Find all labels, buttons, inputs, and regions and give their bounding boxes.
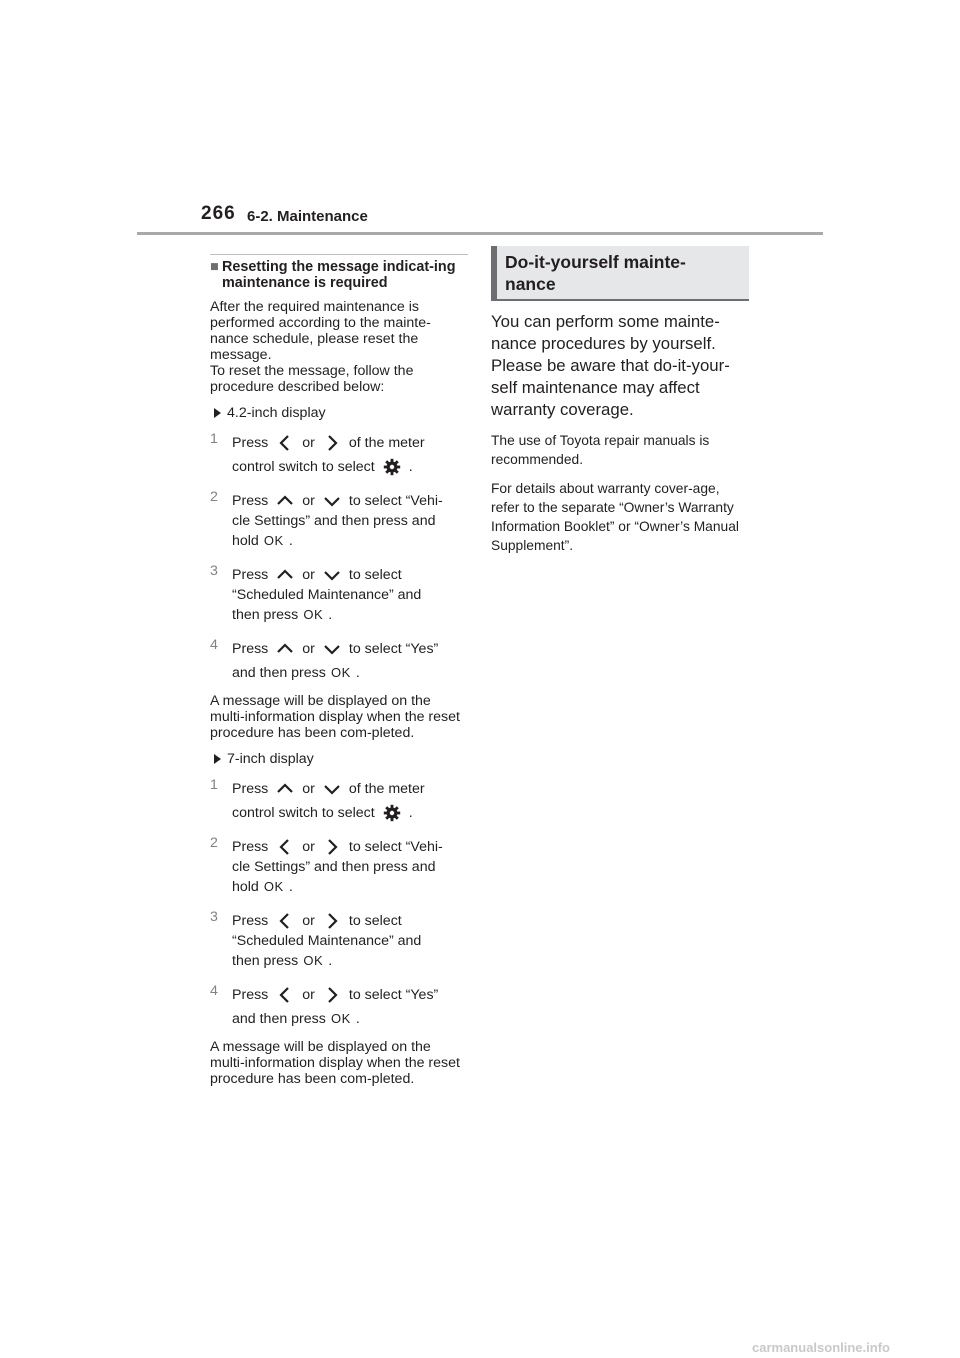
chevron-left-icon [274,432,296,454]
display-label-text: 4.2-inch display [227,405,326,421]
gear-icon [381,802,403,824]
step-text: of the meter [348,781,425,797]
step-text: Press [232,913,269,929]
ok-button-icon: OK [303,607,324,622]
ok-button-icon: OK [330,665,351,680]
display-label-text: 7-inch display [227,751,314,767]
step-text: to select [348,567,402,583]
watermark: carmanualsonline.info [752,1340,890,1355]
step-1 [210,777,468,825]
step-text: then press [232,607,299,623]
square-bullet-icon: ■ [210,259,219,275]
box-title-line: Do-it-yourself mainte- [505,252,686,272]
step-2 [210,489,468,553]
step-text: . [355,1011,360,1027]
right-column [491,246,749,555]
chevron-down-icon [321,778,343,800]
step-text: or [302,913,315,929]
step-text: to select “Yes” [348,987,439,1003]
step-number: 2 [210,835,218,851]
chevron-left-icon [274,836,296,858]
step-text: hold [232,533,259,549]
display-label-4-2 [210,405,468,421]
outro-paragraph: A message will be displayed on the multi-information display when the reset procedure has been com-pleted. [210,693,460,741]
chevron-up-icon [274,638,296,660]
step-text: to select “Yes” [348,641,439,657]
gear-icon [381,456,403,478]
step-text: Press [232,987,269,1003]
step-text: or [302,987,315,1003]
triangle-right-icon [214,754,221,764]
sub-heading [210,259,468,291]
outro-paragraph: A message will be displayed on the multi-information display when the reset procedure has been com-pleted. [210,1039,460,1087]
step-number: 3 [210,563,218,579]
step-text: “Scheduled Maintenance” and [232,933,422,949]
step-text: or [302,839,315,855]
step-text: to select [348,913,402,929]
step-text: . [408,459,413,475]
triangle-right-icon [214,408,221,418]
step-text: Press [232,567,269,583]
step-text: and then press [232,1011,326,1027]
chevron-up-icon [274,564,296,586]
note-paragraph: The use of Toyota repair manuals is recommended. [491,433,710,467]
step-3 [210,563,468,627]
step-text: “Scheduled Maintenance” and [232,587,422,603]
step-text: Press [232,781,269,797]
step-text: or [302,641,315,657]
step-text: to select “Vehi- [348,493,443,509]
sub-heading-text: Resetting the message indicat-ing maintenance is required [222,259,456,291]
step-text: control switch to select [232,459,375,475]
step-text: to select “Vehi- [348,839,443,855]
step-text: then press [232,953,299,969]
step-text: hold [232,879,259,895]
step-1 [210,431,468,479]
step-text: . [328,953,333,969]
step-text: Press [232,641,269,657]
ok-button-icon: OK [330,1011,351,1026]
step-number: 4 [210,983,218,999]
step-number: 4 [210,637,218,653]
intro-text: After the required maintenance is performed according to the mainte-nance schedule, please reset the message. [210,299,431,363]
chevron-right-icon [321,432,343,454]
step-text: or [302,781,315,797]
chevron-right-icon [321,836,343,858]
left-column [210,254,468,1087]
note-paragraph: For details about warranty cover-age, refer to the separate “Owner’s Warranty Information Booklet” or “Owner’s Manual Supplement”. [491,481,739,553]
display-label-7 [210,751,468,767]
chevron-up-icon [274,490,296,512]
intro-text-2: To reset the message, follow the procedure described below: [210,363,414,395]
chevron-down-icon [321,490,343,512]
step-2 [210,835,468,899]
ok-button-icon: OK [263,879,284,894]
step-3 [210,909,468,973]
step-text: cle Settings” and then press and [232,859,436,875]
step-number: 3 [210,909,218,925]
chevron-right-icon [321,910,343,932]
step-text: cle Settings” and then press and [232,513,436,529]
step-text: Press [232,435,269,451]
ok-button-icon: OK [263,533,284,548]
intro-paragraph [210,299,468,395]
step-text: or [302,567,315,583]
chevron-right-icon [321,984,343,1006]
section-box-title [491,246,749,301]
step-text: . [288,533,293,549]
step-4 [210,983,468,1031]
section-title: 6-2. Maintenance [247,208,368,225]
step-text: . [355,665,360,681]
step-number: 2 [210,489,218,505]
step-number: 1 [210,431,218,447]
chevron-down-icon [321,564,343,586]
step-text: Press [232,493,269,509]
step-4 [210,637,468,685]
step-text: Press [232,839,269,855]
step-text: or [302,493,315,509]
chevron-down-icon [321,638,343,660]
step-text: . [328,607,333,623]
step-text: or [302,435,315,451]
lead-paragraph: You can perform some mainte-nance procedures by yourself. Please be aware that do-it-your-self maintenance may affect warranty coverage. [491,312,730,419]
header-divider [137,232,823,235]
step-text: and then press [232,665,326,681]
step-number: 1 [210,777,218,793]
step-text: of the meter [348,435,425,451]
box-title-line: nance [505,274,556,294]
chevron-up-icon [274,778,296,800]
step-text: . [408,805,413,821]
step-text: control switch to select [232,805,375,821]
chevron-left-icon [274,984,296,1006]
chevron-left-icon [274,910,296,932]
step-text: . [288,879,293,895]
page-header [0,0,960,240]
ok-button-icon: OK [303,953,324,968]
page-number: 266 [201,203,236,224]
